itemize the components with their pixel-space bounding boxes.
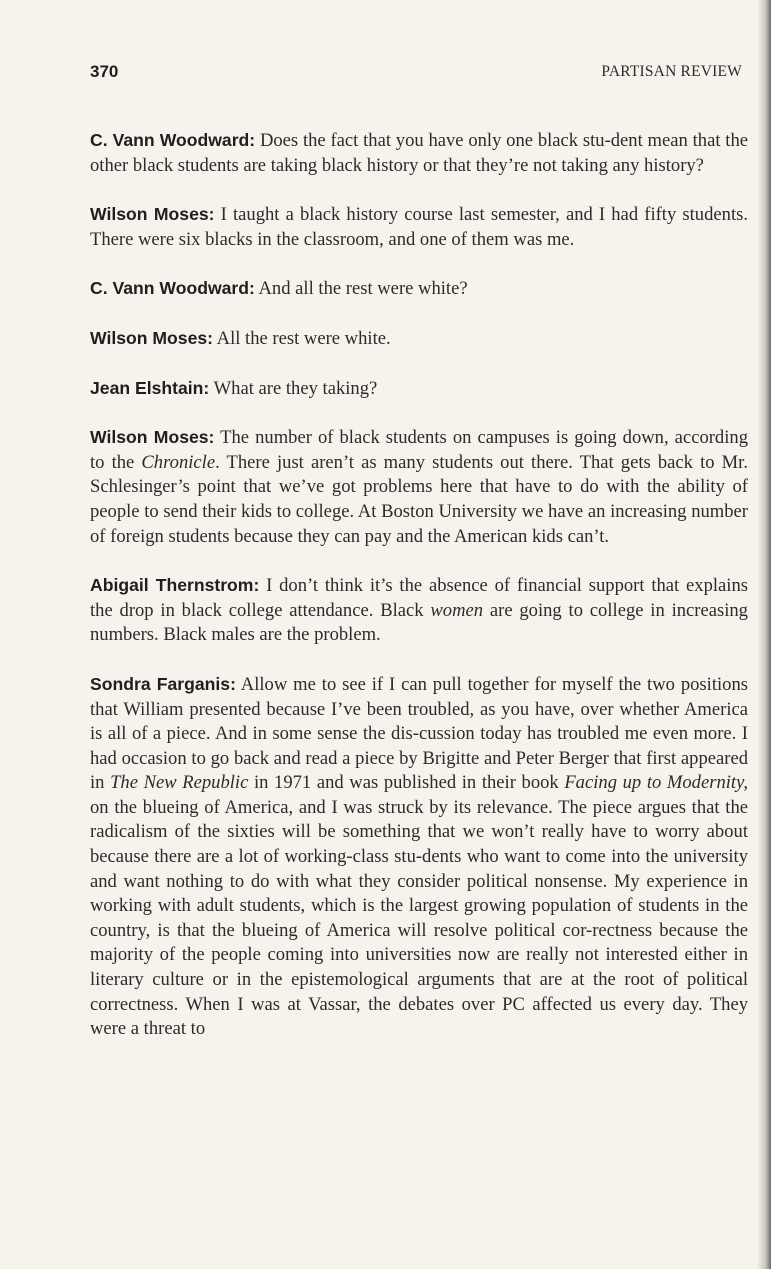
paragraph-text: Allow me to see if I can pull together for myself the two positions that William presented because I’ve been troubled, as you have, over whether America is all of a piece. And in some sense the dis-cussion today has troubled me even more. I had occasion to go back and read a piece by Brigitte and Peter Berger that first appeared in: [90, 673, 748, 794]
paragraph-moses-2: [90, 326, 748, 352]
paragraph-text: All the rest were white.: [213, 327, 391, 349]
paragraph-thernstrom: [90, 573, 748, 648]
speaker-name: Wilson Moses:: [90, 204, 215, 225]
italic-title-chronicle: Chronicle: [141, 451, 216, 473]
paragraph-text: in 1971 and was published in their book: [248, 772, 565, 794]
paragraph-text: are going to college in increasing numbers. Black males are the problem.: [90, 599, 748, 646]
journal-title: PARTISAN REVIEW: [601, 63, 742, 80]
italic-title-facing-up: Facing up to Modernity,: [564, 772, 748, 794]
speaker-name: C. Vann Woodward:: [90, 130, 256, 150]
paragraph-text: The number of black students on campuses is going down, according to the: [90, 427, 748, 473]
paragraph-text: Does the fact that you have only one black stu-dent mean that the other black students are taking black history or that they’re not taking any history?: [90, 130, 748, 176]
paragraph-text: I don’t think it’s the absence of financial support that explains the drop in black college attendance. Black: [90, 575, 748, 621]
paragraph-text: And all the rest were white?: [254, 278, 468, 300]
paragraph-woodward-1: [90, 128, 748, 178]
paragraph-text: I taught a black history course last semester, and I had fifty students. There were six blacks in the classroom, and one of them was me.: [90, 204, 749, 250]
paragraph-elshtain: [90, 376, 748, 402]
speaker-name: Sondra Farganis:: [90, 673, 236, 694]
speaker-name: C. Vann Woodward:: [90, 278, 255, 299]
paragraph-moses-3: [90, 425, 748, 549]
paragraph-woodward-2: [90, 276, 748, 302]
paragraph-text: What are they taking?: [209, 377, 378, 399]
speaker-name: Jean Elshtain:: [90, 377, 210, 398]
transcript-body: [90, 128, 748, 1066]
running-head: [90, 62, 750, 86]
paragraph-text: on the blueing of America, and I was struck by its relevance. The piece argues that the radicalism of the sixties will be something that we won’t really have to worry about because there are a lot of working-class stu-dents who want to come into the university and want nothing to do with what they consider political nonsense. My experience in working with adult students, which is the largest growing population of students in the country, is that the blueing of America will resolve political cor-rectness because the majority of the people coming into universities now are really not interested either in literary culture or in the epistemological arguments that are at the root of political correctness. When I was at Vassar, the debates over PC affected us every day. They were a threat to: [90, 796, 748, 1040]
speaker-name: Wilson Moses:: [90, 427, 215, 448]
speaker-name: Wilson Moses:: [90, 327, 214, 348]
page-number: 370: [90, 62, 119, 81]
binding-shadow: [757, 0, 771, 1269]
italic-emphasis: women: [430, 599, 484, 621]
speaker-name: Abigail Thernstrom:: [90, 575, 260, 596]
italic-title-new-republic: The New Republic: [110, 772, 249, 794]
paragraph-farganis: [90, 672, 748, 1042]
paragraph-text: . There just aren’t as many students out there. That gets back to Mr. Schlesinger’s point that we’ve got problems here that have to do with the ability of people to send their kids to college. At Boston University we have an increasing number of foreign students because they can pay and the American kids can’t.: [90, 451, 748, 547]
paragraph-moses-1: [90, 202, 748, 252]
